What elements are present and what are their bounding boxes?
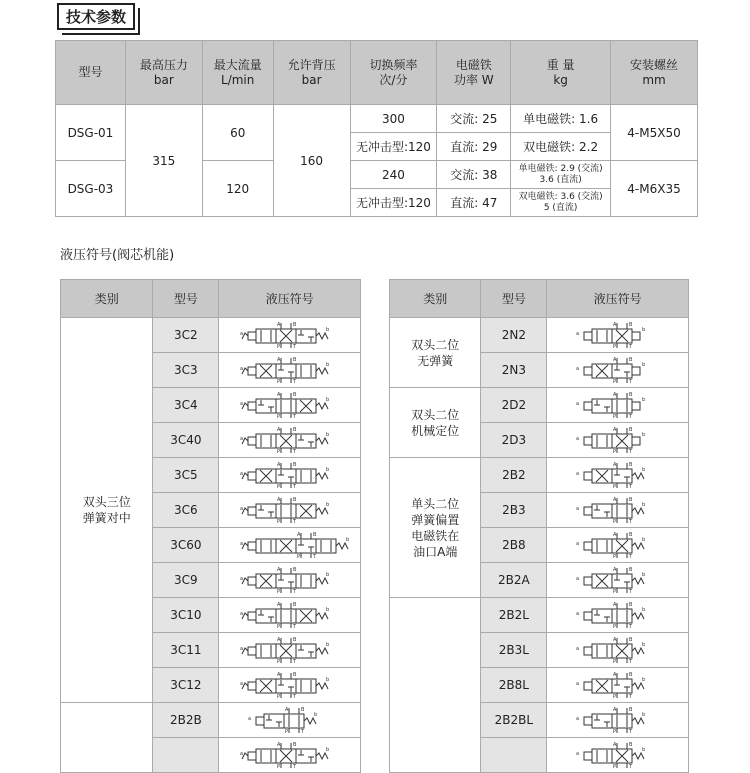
svg-text:T: T [292, 449, 296, 455]
svg-text:T: T [628, 659, 632, 665]
type-cell: 2B2B [153, 703, 219, 738]
symbol-cell [219, 668, 361, 703]
svg-text:a: a [239, 646, 243, 652]
svg-text:A: A [612, 322, 617, 328]
power-value: 直流: 29 [437, 133, 511, 161]
type-cell [153, 738, 219, 773]
svg-text:P: P [612, 519, 616, 525]
svg-text:P: P [612, 694, 616, 700]
left-symbol-table [60, 279, 361, 773]
svg-text:T: T [628, 764, 632, 770]
symbol-cell [547, 668, 689, 703]
svg-text:A: A [276, 427, 281, 433]
weight-value: 双电磁铁: 3.6 (交流) 5 (直流) [511, 189, 611, 217]
symbol-cell [219, 493, 361, 528]
svg-text:T: T [628, 344, 632, 350]
power-value: 交流: 38 [437, 161, 511, 189]
svg-text:P: P [276, 659, 280, 665]
left-header-category: 类别 [61, 280, 153, 318]
symbol-cell [219, 318, 361, 353]
backpressure-value: 160 [273, 105, 350, 217]
header-power: 电磁铁 功率 W [437, 41, 511, 105]
svg-text:a: a [239, 541, 243, 547]
spec-table [55, 40, 698, 217]
svg-text:B: B [628, 707, 633, 713]
type-cell: 3C6 [153, 493, 219, 528]
type-cell: 2B2 [481, 458, 547, 493]
valve-symbol-icon [568, 636, 668, 664]
svg-text:P: P [276, 624, 280, 630]
symbol-cell [219, 703, 361, 738]
symbol-cell [219, 598, 361, 633]
svg-text:a: a [575, 366, 579, 372]
type-cell: 3C5 [153, 458, 219, 493]
svg-text:P: P [612, 344, 616, 350]
svg-text:A: A [276, 462, 281, 468]
valve-symbol-icon [568, 566, 668, 594]
svg-text:P: P [276, 589, 280, 595]
svg-text:a: a [239, 506, 243, 512]
symbol-cell [219, 423, 361, 458]
svg-text:a: a [575, 401, 579, 407]
svg-text:T: T [628, 519, 632, 525]
valve-symbol-icon [240, 566, 340, 594]
svg-text:P: P [612, 589, 616, 595]
category-cell: 双头三位 弹簧对中 [61, 318, 153, 703]
svg-text:b: b [325, 397, 329, 403]
symbol-cell [547, 353, 689, 388]
svg-text:a: a [239, 331, 243, 337]
svg-text:P: P [276, 379, 280, 385]
svg-text:b: b [641, 747, 645, 753]
symbol-cell [219, 353, 361, 388]
pressure-value: 315 [125, 105, 202, 217]
category-cell: 单头二位 弹簧偏置 电磁铁在 油口A端 [390, 458, 481, 598]
svg-text:b: b [641, 467, 645, 473]
svg-text:a: a [575, 646, 579, 652]
svg-text:a: a [247, 716, 251, 722]
svg-text:B: B [628, 637, 633, 643]
svg-text:P: P [276, 484, 280, 490]
svg-text:B: B [628, 602, 633, 608]
screw-value-2: 4-M6X35 [611, 161, 698, 217]
svg-text:A: A [612, 637, 617, 643]
svg-text:A: A [612, 672, 617, 678]
svg-text:A: A [612, 497, 617, 503]
left-header-type: 型号 [153, 280, 219, 318]
svg-text:B: B [292, 462, 297, 468]
svg-text:b: b [641, 502, 645, 508]
category-cell: 双头二位 无弹簧 [390, 318, 481, 388]
svg-text:B: B [628, 392, 633, 398]
svg-text:P: P [296, 554, 300, 560]
valve-symbol-icon [240, 321, 340, 349]
header-flow: 最大流量 L/min [202, 41, 273, 105]
flow-value-2: 120 [202, 161, 273, 217]
valve-symbol-icon [568, 426, 668, 454]
symbol-cell [219, 458, 361, 493]
svg-text:P: P [276, 414, 280, 420]
header-frequency: 切换频率 次/分 [350, 41, 437, 105]
svg-text:A: A [612, 357, 617, 363]
table-row [61, 318, 361, 353]
symbol-cell [547, 458, 689, 493]
svg-text:T: T [628, 414, 632, 420]
svg-text:T: T [292, 519, 296, 525]
svg-text:T: T [292, 589, 296, 595]
svg-text:A: A [612, 742, 617, 748]
svg-text:a: a [575, 541, 579, 547]
spec-header-row [56, 41, 698, 105]
svg-text:T: T [628, 589, 632, 595]
table-row [390, 598, 689, 633]
weight-value: 双电磁铁: 2.2 [511, 133, 611, 161]
table-row [390, 458, 689, 493]
svg-text:T: T [292, 694, 296, 700]
type-cell: 2B8 [481, 528, 547, 563]
svg-text:a: a [575, 331, 579, 337]
type-cell: 2B2BL [481, 703, 547, 738]
svg-text:B: B [628, 742, 633, 748]
symbol-cell [219, 738, 361, 773]
svg-text:B: B [292, 602, 297, 608]
svg-text:T: T [628, 624, 632, 630]
type-cell [481, 738, 547, 773]
svg-text:a: a [239, 681, 243, 687]
svg-text:a: a [239, 751, 243, 757]
svg-text:b: b [641, 537, 645, 543]
svg-text:T: T [292, 344, 296, 350]
right-symbol-table [389, 279, 689, 773]
svg-text:A: A [612, 602, 617, 608]
type-cell: 3C11 [153, 633, 219, 668]
type-cell: 3C2 [153, 318, 219, 353]
svg-text:B: B [628, 532, 633, 538]
svg-text:B: B [292, 567, 297, 573]
freq-value: 无冲击型:120 [350, 133, 437, 161]
header-backpressure: 允许背压 bar [273, 41, 350, 105]
svg-text:b: b [325, 642, 329, 648]
freq-value: 无冲击型:120 [350, 189, 437, 217]
symbol-cell [547, 703, 689, 738]
symbol-cell [547, 563, 689, 598]
table-row [390, 318, 689, 353]
valve-symbol-icon [568, 741, 668, 769]
symbol-cell [547, 738, 689, 773]
symbol-cell [547, 633, 689, 668]
svg-text:a: a [575, 471, 579, 477]
svg-text:P: P [612, 414, 616, 420]
type-cell: 3C12 [153, 668, 219, 703]
header-model: 型号 [56, 41, 126, 105]
svg-text:B: B [292, 742, 297, 748]
svg-text:a: a [239, 611, 243, 617]
svg-text:T: T [292, 484, 296, 490]
svg-text:b: b [641, 607, 645, 613]
svg-text:b: b [345, 537, 349, 543]
svg-text:b: b [325, 747, 329, 753]
svg-text:A: A [276, 322, 281, 328]
svg-text:P: P [612, 449, 616, 455]
svg-text:b: b [325, 607, 329, 613]
svg-text:A: A [276, 602, 281, 608]
type-cell: 2B2A [481, 563, 547, 598]
type-cell: 2D3 [481, 423, 547, 458]
left-header-symbol: 液压符号 [219, 280, 361, 318]
screw-value-1: 4-M5X50 [611, 105, 698, 161]
svg-text:a: a [575, 681, 579, 687]
svg-text:A: A [276, 392, 281, 398]
valve-symbol-icon [240, 706, 340, 734]
svg-text:B: B [628, 322, 633, 328]
symbol-cell [547, 528, 689, 563]
svg-text:A: A [612, 567, 617, 573]
svg-text:a: a [575, 576, 579, 582]
svg-text:A: A [276, 567, 281, 573]
svg-text:b: b [325, 502, 329, 508]
valve-symbol-icon [240, 636, 340, 664]
type-cell: 3C60 [153, 528, 219, 563]
svg-text:b: b [325, 432, 329, 438]
svg-text:T: T [628, 554, 632, 560]
svg-text:b: b [313, 712, 317, 718]
symbol-cell [547, 388, 689, 423]
symbol-cell [547, 598, 689, 633]
svg-text:T: T [628, 484, 632, 490]
valve-symbol-icon [240, 601, 340, 629]
svg-text:a: a [239, 471, 243, 477]
power-value: 交流: 25 [437, 105, 511, 133]
valve-symbol-icon [240, 671, 340, 699]
type-cell: 3C9 [153, 563, 219, 598]
power-value: 直流: 47 [437, 189, 511, 217]
svg-text:A: A [296, 532, 301, 538]
svg-text:b: b [325, 467, 329, 473]
symbols-title: 液压符号(阀芯机能) [60, 248, 175, 263]
valve-symbol-icon [240, 426, 340, 454]
type-cell: 2B2L [481, 598, 547, 633]
valve-symbol-icon [568, 321, 668, 349]
svg-text:b: b [641, 432, 645, 438]
svg-text:b: b [325, 677, 329, 683]
symbol-cell [219, 388, 361, 423]
type-cell: 2N3 [481, 353, 547, 388]
valve-symbol-icon [240, 356, 340, 384]
type-cell: 3C3 [153, 353, 219, 388]
svg-text:B: B [292, 637, 297, 643]
svg-text:b: b [325, 362, 329, 368]
category-cell [61, 703, 153, 773]
valve-symbol-icon [568, 391, 668, 419]
svg-text:T: T [292, 414, 296, 420]
svg-text:T: T [312, 554, 316, 560]
svg-text:a: a [575, 716, 579, 722]
svg-text:B: B [300, 707, 305, 713]
type-cell: 3C40 [153, 423, 219, 458]
symbol-cell [219, 563, 361, 598]
svg-text:B: B [292, 497, 297, 503]
svg-text:B: B [292, 357, 297, 363]
type-cell: 2B3 [481, 493, 547, 528]
category-cell: 双头二位 机械定位 [390, 388, 481, 458]
svg-text:P: P [276, 764, 280, 770]
svg-text:A: A [612, 427, 617, 433]
section-header-text: 技术参数 [65, 8, 126, 26]
svg-text:P: P [276, 449, 280, 455]
symbol-cell [547, 318, 689, 353]
svg-text:A: A [612, 462, 617, 468]
svg-text:T: T [300, 729, 304, 735]
svg-text:b: b [325, 327, 329, 333]
svg-text:A: A [276, 637, 281, 643]
symbol-cell [219, 528, 361, 563]
type-cell: 2B3L [481, 633, 547, 668]
right-header-category: 类别 [390, 280, 481, 318]
symbol-cell [547, 493, 689, 528]
svg-text:T: T [628, 694, 632, 700]
svg-text:P: P [276, 519, 280, 525]
table-row [390, 388, 689, 423]
svg-text:b: b [641, 362, 645, 368]
svg-text:B: B [628, 357, 633, 363]
svg-text:T: T [628, 729, 632, 735]
svg-text:P: P [612, 624, 616, 630]
svg-text:P: P [612, 484, 616, 490]
section-header-tech-params [57, 3, 135, 30]
model-dsg03: DSG-03 [56, 161, 126, 217]
svg-text:B: B [292, 392, 297, 398]
valve-symbol-icon [240, 741, 340, 769]
svg-text:P: P [612, 729, 616, 735]
type-cell: 3C10 [153, 598, 219, 633]
svg-text:B: B [628, 462, 633, 468]
svg-text:B: B [628, 672, 633, 678]
svg-text:a: a [239, 366, 243, 372]
svg-text:a: a [239, 576, 243, 582]
svg-text:A: A [276, 742, 281, 748]
svg-text:a: a [575, 506, 579, 512]
freq-value: 240 [350, 161, 437, 189]
svg-text:a: a [239, 436, 243, 442]
svg-text:P: P [612, 554, 616, 560]
svg-text:T: T [628, 449, 632, 455]
header-screw: 安装螺丝 mm [611, 41, 698, 105]
svg-text:T: T [628, 379, 632, 385]
valve-symbol-icon [568, 531, 668, 559]
svg-text:a: a [239, 401, 243, 407]
svg-text:b: b [325, 572, 329, 578]
svg-text:T: T [292, 659, 296, 665]
weight-value: 单电磁铁: 2.9 (交流) 3.6 (直流) [511, 161, 611, 189]
svg-text:P: P [284, 729, 288, 735]
model-dsg01: DSG-01 [56, 105, 126, 161]
svg-text:a: a [575, 751, 579, 757]
weight-value: 单电磁铁: 1.6 [511, 105, 611, 133]
svg-text:A: A [276, 357, 281, 363]
svg-text:A: A [612, 392, 617, 398]
svg-text:b: b [641, 572, 645, 578]
svg-text:a: a [575, 611, 579, 617]
svg-text:A: A [612, 707, 617, 713]
svg-text:A: A [612, 532, 617, 538]
symbol-cell [219, 633, 361, 668]
svg-text:A: A [276, 672, 281, 678]
type-cell: 3C4 [153, 388, 219, 423]
svg-text:b: b [641, 397, 645, 403]
symbol-cell [547, 423, 689, 458]
right-header-type: 型号 [481, 280, 547, 318]
svg-text:A: A [284, 707, 289, 713]
svg-text:B: B [628, 497, 633, 503]
valve-symbol-icon [568, 496, 668, 524]
svg-text:B: B [292, 322, 297, 328]
svg-text:P: P [612, 379, 616, 385]
valve-symbol-icon [568, 461, 668, 489]
category-cell [390, 598, 481, 773]
valve-symbol-icon [240, 461, 340, 489]
svg-text:B: B [292, 672, 297, 678]
table-row [61, 703, 361, 738]
type-cell: 2N2 [481, 318, 547, 353]
svg-text:b: b [641, 327, 645, 333]
svg-text:b: b [641, 677, 645, 683]
svg-text:B: B [628, 567, 633, 573]
type-cell: 2D2 [481, 388, 547, 423]
svg-text:P: P [612, 764, 616, 770]
valve-symbol-icon [568, 601, 668, 629]
svg-text:B: B [628, 427, 633, 433]
right-header-symbol: 液压符号 [547, 280, 689, 318]
svg-text:T: T [292, 764, 296, 770]
svg-text:T: T [292, 379, 296, 385]
freq-value: 300 [350, 105, 437, 133]
type-cell: 2B8L [481, 668, 547, 703]
svg-text:a: a [575, 436, 579, 442]
valve-symbol-icon [240, 391, 340, 419]
svg-text:P: P [612, 659, 616, 665]
svg-text:b: b [641, 712, 645, 718]
valve-symbol-icon [239, 531, 349, 560]
valve-symbol-icon [568, 356, 668, 384]
header-pressure: 最高压力 bar [125, 41, 202, 105]
svg-text:B: B [312, 532, 317, 538]
flow-value-1: 60 [202, 105, 273, 161]
svg-text:P: P [276, 694, 280, 700]
valve-symbol-icon [240, 496, 340, 524]
svg-text:T: T [292, 624, 296, 630]
svg-text:P: P [276, 344, 280, 350]
svg-text:b: b [641, 642, 645, 648]
valve-symbol-icon [568, 671, 668, 699]
svg-text:B: B [292, 427, 297, 433]
valve-symbol-icon [568, 706, 668, 734]
svg-text:A: A [276, 497, 281, 503]
header-weight: 重 量 kg [511, 41, 611, 105]
